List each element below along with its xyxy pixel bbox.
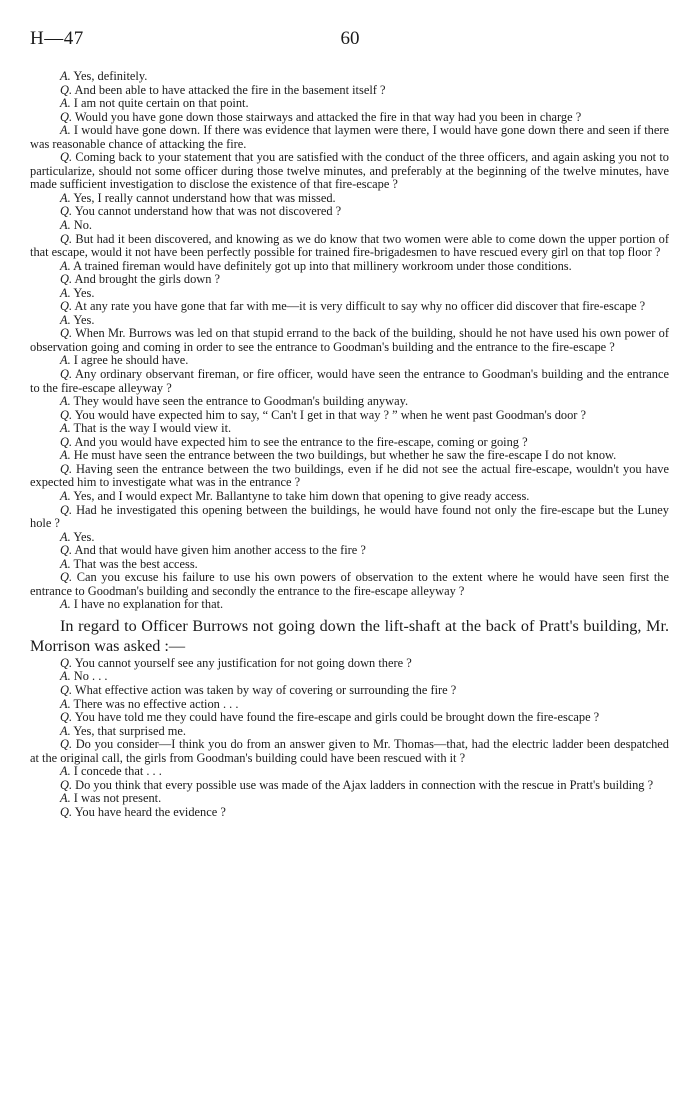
- speaker-marker: A.: [60, 190, 71, 205]
- answer-line: [30, 287, 669, 301]
- question-line: [30, 779, 669, 793]
- question-line: [30, 571, 669, 598]
- statement-text: Would you have gone down those stairways and attacked the fire in that way had you been in charge ?: [74, 109, 582, 124]
- speaker-marker: A.: [60, 488, 71, 503]
- answer-line: [30, 698, 669, 712]
- answer-line: [30, 598, 669, 612]
- question-line: [30, 327, 669, 354]
- answer-line: [30, 670, 669, 684]
- speaker-marker: A.: [60, 218, 71, 233]
- answer-line: [30, 558, 669, 572]
- speaker-marker: Q.: [60, 737, 73, 752]
- page-number: 60: [340, 28, 360, 49]
- statement-text: Yes.: [73, 285, 95, 300]
- statement-text: But had it been discovered, and knowing as we do know that two women were able to come down the upper portion of that escape, would it not have been perfectly possible for trained fire-brigadesmen to have rescued every girl on that top floor ?: [30, 231, 669, 260]
- statement-text: You cannot understand how that was not discovered ?: [74, 204, 342, 219]
- statement-text: You have heard the evidence ?: [74, 804, 226, 819]
- speaker-marker: Q.: [60, 804, 73, 819]
- speaker-marker: Q.: [60, 150, 73, 165]
- answer-line: [30, 124, 669, 151]
- answer-line: [30, 490, 669, 504]
- speaker-marker: Q.: [60, 434, 73, 449]
- answer-line: [30, 314, 669, 328]
- question-line: [30, 409, 669, 423]
- statement-text: I would have gone down. If there was evidence that laymen were there, I would have gone down there and seen if there was reasonable chance of attacking the fire.: [30, 123, 669, 151]
- page-header: [30, 28, 670, 52]
- speaker-marker: Q.: [60, 461, 73, 476]
- speaker-marker: Q.: [60, 502, 73, 517]
- speaker-marker: A.: [60, 723, 71, 738]
- statement-text: Yes, I really cannot understand how that was missed.: [73, 190, 336, 205]
- speaker-marker: A.: [60, 696, 71, 711]
- transcript-section-2: [30, 657, 669, 820]
- question-line: [30, 233, 669, 260]
- statement-text: I agree he should have.: [73, 353, 189, 368]
- speaker-marker: A.: [60, 421, 71, 436]
- speaker-marker: Q.: [60, 82, 73, 97]
- question-line: [30, 300, 669, 314]
- statement-text: Yes.: [73, 529, 95, 544]
- speaker-marker: A.: [60, 312, 71, 327]
- question-line: [30, 436, 669, 450]
- speaker-marker: A.: [60, 69, 71, 83]
- speaker-marker: A.: [60, 448, 71, 463]
- speaker-marker: Q.: [60, 367, 73, 382]
- statement-text: Having seen the entrance between the two buildings, even if he did not see the actual fire-escape, wouldn't you have expected him to investigate what was in the entrance ?: [30, 461, 669, 490]
- statement-text: They would have seen the entrance to Goodman's building anyway.: [73, 394, 409, 409]
- statement-text: You have told me they could have found the fire-escape and girls could be brought down the fire-escape ?: [74, 710, 600, 725]
- speaker-marker: Q.: [60, 570, 73, 585]
- speaker-marker: A.: [60, 764, 71, 779]
- statement-text: And you would have expected him to see the entrance to the fire-escape, coming or going ?: [74, 434, 528, 449]
- statement-text: Yes, definitely.: [73, 69, 148, 83]
- statement-text: Any ordinary observant fireman, or fire officer, would have seen the entrance to Goodman's building and the entrance to the fire-escape alleyway ?: [30, 367, 669, 395]
- statement-text: And brought the girls down ?: [74, 272, 221, 287]
- answer-line: [30, 260, 669, 274]
- answer-line: [30, 422, 669, 436]
- statement-text: You cannot yourself see any justification for not going down there ?: [74, 655, 412, 670]
- speaker-marker: Q.: [60, 326, 73, 341]
- speaker-marker: Q.: [60, 543, 73, 558]
- statement-text: Had he investigated this opening between the buildings, he would have found not only the fire-escape but the Luney hole ?: [30, 502, 670, 531]
- question-line: [30, 544, 669, 558]
- speaker-marker: Q.: [60, 655, 73, 670]
- speaker-marker: A.: [60, 394, 71, 409]
- statement-text: Yes, that surprised me.: [73, 723, 186, 738]
- answer-line: [30, 792, 669, 806]
- answer-line: [30, 449, 669, 463]
- answer-line: [30, 192, 669, 206]
- speaker-marker: A.: [60, 96, 71, 111]
- speaker-marker: Q.: [60, 407, 73, 422]
- question-line: [30, 738, 669, 765]
- speaker-marker: A.: [60, 258, 71, 273]
- question-line: [30, 657, 669, 671]
- speaker-marker: Q.: [60, 682, 73, 697]
- statement-text: No . . .: [73, 669, 108, 684]
- question-line: [30, 806, 669, 820]
- statement-text: A trained fireman would have definitely got up into that millinery workroom under those conditions.: [73, 258, 572, 273]
- answer-line: [30, 219, 669, 233]
- speaker-marker: A.: [60, 529, 71, 544]
- question-line: [30, 151, 669, 192]
- statement-text: What effective action was taken by way of covering or surrounding the fire ?: [74, 682, 457, 697]
- question-line: [30, 368, 669, 395]
- speaker-marker: Q.: [60, 231, 73, 246]
- question-line: [30, 205, 669, 219]
- document-number: H—47: [30, 28, 84, 49]
- answer-line: [30, 354, 669, 368]
- question-line: [30, 504, 669, 531]
- statement-text: When Mr. Burrows was led on that stupid errand to the back of the building, should he not have used his own power of observation going and coming in order to see the entrance to Goodman's building and the entrance to the fire-escape ?: [30, 326, 670, 354]
- answer-line: [30, 531, 669, 545]
- speaker-marker: Q.: [60, 777, 73, 792]
- question-line: [30, 711, 669, 725]
- answer-line: [30, 725, 669, 739]
- statement-text: I concede that . . .: [73, 764, 162, 779]
- speaker-marker: A.: [60, 123, 71, 138]
- statement-text: Do you consider—I think you do from an answer given to Mr. Thomas—that, had the electric ladder been despatched at the original call, the girls from Goodman's building could have been rescued with it ?: [30, 737, 669, 765]
- speaker-marker: A.: [60, 597, 71, 612]
- statement-text: Coming back to your statement that you are satisfied with the conduct of the three officers, and again asking you not to particularize, should not some officer during those twelve minutes, and preferably at the beginning of the twelve minutes, have made sufficient investigation to disclose the existence of that fire-escape ?: [30, 150, 669, 192]
- question-line: [30, 84, 669, 98]
- statement-text: Do you think that every possible use was made of the Ajax ladders in connection with the rescue in Pratt's building ?: [75, 777, 654, 792]
- speaker-marker: Q.: [60, 710, 73, 725]
- statement-text: I am not quite certain on that point.: [73, 96, 249, 111]
- speaker-marker: Q.: [60, 109, 73, 124]
- statement-text: At any rate you have gone that far with me—it is very difficult to say why no officer did discover that fire-escape ?: [74, 299, 646, 314]
- speaker-marker: A.: [60, 285, 71, 300]
- question-line: [30, 111, 669, 125]
- answer-line: [30, 97, 669, 111]
- statement-text: And that would have given him another access to the fire ?: [74, 543, 366, 558]
- question-line: [30, 463, 669, 490]
- page-body: [30, 70, 669, 819]
- question-line: [30, 684, 669, 698]
- speaker-marker: A.: [60, 669, 71, 684]
- statement-text: I was not present.: [73, 791, 162, 806]
- answer-line: [30, 765, 669, 779]
- question-line: [30, 273, 669, 287]
- statement-text: That was the best access.: [73, 556, 198, 571]
- statement-text: Yes, and I would expect Mr. Ballantyne to take him down that opening to give ready access.: [73, 488, 530, 503]
- speaker-marker: A.: [60, 791, 71, 806]
- statement-text: You would have expected him to say, “ Can't I get in that way ? ” when he went past Goodman's door ?: [74, 407, 587, 422]
- speaker-marker: Q.: [60, 272, 73, 287]
- speaker-marker: A.: [60, 353, 71, 368]
- speaker-marker: A.: [60, 556, 71, 571]
- statement-text: I have no explanation for that.: [73, 597, 224, 612]
- transcript-section-1: [30, 70, 669, 612]
- speaker-marker: Q.: [60, 204, 73, 219]
- statement-text: Yes.: [73, 312, 95, 327]
- statement-text: No.: [73, 218, 93, 233]
- speaker-marker: Q.: [60, 299, 73, 314]
- answer-line: [30, 70, 669, 84]
- answer-line: [30, 395, 669, 409]
- statement-text: Can you excuse his failure to use his own powers of observation to the extent where he would have seen first the entrance to Goodman's building and secondly the entrance to the fire-escape alleyway ?: [30, 570, 669, 598]
- statement-text: He must have seen the entrance between the two buildings, but whether he saw the fire-escape I do not know.: [73, 448, 617, 463]
- statement-text: There was no effective action . . .: [73, 696, 239, 711]
- statement-text: And been able to have attacked the fire in the basement itself ?: [74, 82, 386, 97]
- statement-text: That is the way I would view it.: [73, 421, 232, 436]
- section-intro: In regard to Officer Burrows not going down the lift-shaft at the back of Pratt's building, Mr. Morrison was asked :—: [30, 616, 669, 655]
